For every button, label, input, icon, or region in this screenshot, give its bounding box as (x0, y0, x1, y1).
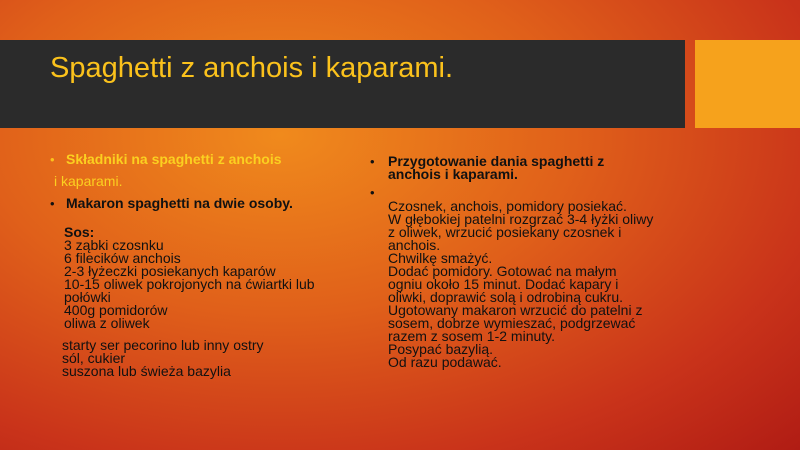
bullet-icon: • (370, 185, 375, 200)
bullet-icon: • (50, 196, 55, 211)
prep-step: anchois. (388, 237, 441, 253)
prep-step: Posypać bazylią. (388, 341, 494, 357)
bullet-icon: • (50, 152, 55, 167)
sauce-item: 400g pomidorów (64, 302, 168, 318)
prep-step: Chwilkę smażyć. (388, 250, 493, 266)
prep-step: Ugotowany makaron wrzucić do patelni z (388, 302, 643, 318)
prep-step: sosem, dobrze wymieszać, podgrzewać (388, 315, 636, 331)
prep-step: ogniu około 15 minut. Dodać kapary i (388, 276, 619, 292)
pasta-line: Makaron spaghetti na dwie osoby. (66, 195, 293, 211)
slide-title: Spaghetti z anchois i kaparami. (50, 52, 453, 84)
extra-item: suszona lub świeża bazylia (62, 363, 231, 379)
prep-step: oliwki, doprawić solą i odrobiną cukru. (388, 289, 623, 305)
extra-item: starty ser pecorino lub inny ostry (62, 337, 264, 353)
prep-step: Czosnek, anchois, pomidory posiekać. (388, 198, 627, 214)
prep-step: Od razu podawać. (388, 354, 502, 370)
prep-heading-1: Przygotowanie dania spaghetti z (388, 153, 605, 169)
prep-step: W głębokiej patelni rozgrzać 3-4 łyżki oliwy (388, 211, 654, 227)
accent-block (695, 40, 800, 128)
sauce-item: 2-3 łyżeczki posiekanych kaparów (64, 263, 276, 279)
ingredients-heading-1: Składniki na spaghetti z anchois (66, 151, 282, 167)
sauce-item: 6 filecików anchois (64, 250, 181, 266)
bullet-icon: • (370, 154, 375, 169)
prep-heading-2: anchois i kaparami. (388, 166, 518, 182)
extra-item: sól, cukier (62, 350, 126, 366)
prep-step: Dodać pomidory. Gotować na małym (388, 263, 617, 279)
prep-step: z oliwek, wrzucić posiekany czosnek i (388, 224, 622, 240)
sauce-item: połówki (64, 289, 111, 305)
prep-step: razem z sosem 1-2 minuty. (388, 328, 556, 344)
sauce-item: oliwa z oliwek (64, 315, 150, 331)
sauce-item: 3 ząbki czosnku (64, 237, 164, 253)
sauce-label: Sos: (64, 224, 95, 240)
ingredients-heading-2: i kaparami. (54, 173, 123, 189)
sauce-item: 10-15 oliwek pokrojonych na ćwiartki lub (64, 276, 315, 292)
